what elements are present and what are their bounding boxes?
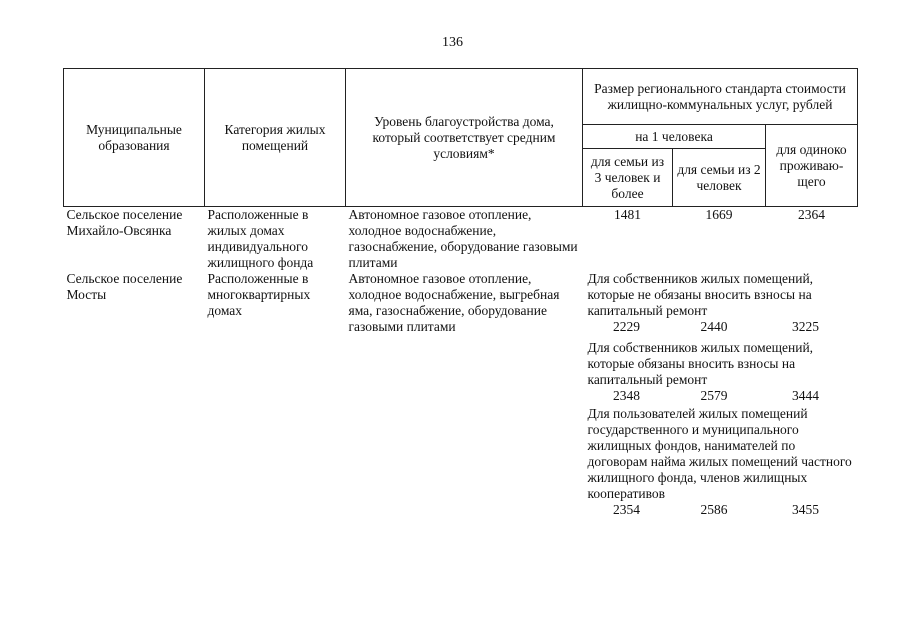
- value-family2: 1669: [705, 207, 733, 222]
- header-family3: для семьи из 3 человек и более: [583, 149, 673, 207]
- header-level: Уровень благоустройства дома, который соответствует средним условиям*: [346, 69, 583, 207]
- value-family2: 2579: [700, 388, 728, 403]
- subgroup-values: [586, 319, 855, 335]
- value-family2: 2440: [700, 319, 728, 334]
- row-municipality: Сельское поселение Мосты: [66, 271, 183, 302]
- subgroups-cell: [583, 271, 858, 518]
- header-standard-title: Размер регионального стандарта стоимости жилищно-коммунальных услуг, рублей: [583, 69, 858, 125]
- value-family3: 2354: [613, 502, 640, 517]
- subgroup: [586, 404, 855, 518]
- value-family3: 1481: [614, 207, 641, 222]
- value-single: 3455: [792, 502, 819, 517]
- value-family2: 2586: [700, 502, 728, 517]
- header-per-person: на 1 человека: [583, 125, 766, 149]
- value-single: 2364: [798, 207, 825, 222]
- value-single: 3225: [792, 319, 819, 334]
- subgroup-label: Для собственников жилых помещений, которые обязаны вносить взносы на капитальный ремонт: [587, 340, 814, 387]
- row-level: Автономное газовое отопление, холодное водоснабжение, газоснабжение, оборудование газовыми плитами: [348, 207, 578, 270]
- subgroup-values: [586, 502, 855, 518]
- row-municipality: Сельское поселение Михайло-Овсянка: [66, 207, 183, 238]
- header-single: для одиноко проживаю-щего: [766, 125, 858, 207]
- standards-table: [63, 68, 858, 518]
- table-header: [64, 69, 858, 207]
- subgroup: [586, 335, 855, 404]
- value-single: 3444: [792, 388, 819, 403]
- value-family3: 2229: [613, 319, 640, 334]
- header-municipality: Муниципальные образования: [64, 69, 205, 207]
- page-number: 136: [442, 35, 463, 50]
- subgroup-values: [586, 388, 855, 404]
- header-category: Категория жилых помещений: [205, 69, 346, 207]
- subgroup: [586, 271, 855, 335]
- subgroup-label: Для пользователей жилых помещений государственного и муниципального жилищных фондов, нанимателей по договорам найма жилых помещений частного жилищного фонда, членов жилищных кооперативов: [587, 406, 852, 501]
- header-family2: для семьи из 2 человек: [673, 149, 766, 207]
- subgroup-label: Для собственников жилых помещений, которые не обязаны вносить взносы на капитальный ремонт: [587, 271, 814, 318]
- row-category: Расположенные в жилых домах индивидуального жилищного фонда: [207, 207, 314, 270]
- row-level: Автономное газовое отопление, холодное водоснабжение, выгребная яма, газоснабжение, оборудование газовыми плитами: [348, 271, 560, 334]
- row-category: Расположенные в многоквартирных домах: [207, 271, 311, 318]
- value-family3: 2348: [613, 388, 640, 403]
- table-row: [64, 271, 858, 518]
- table-row: [64, 207, 858, 272]
